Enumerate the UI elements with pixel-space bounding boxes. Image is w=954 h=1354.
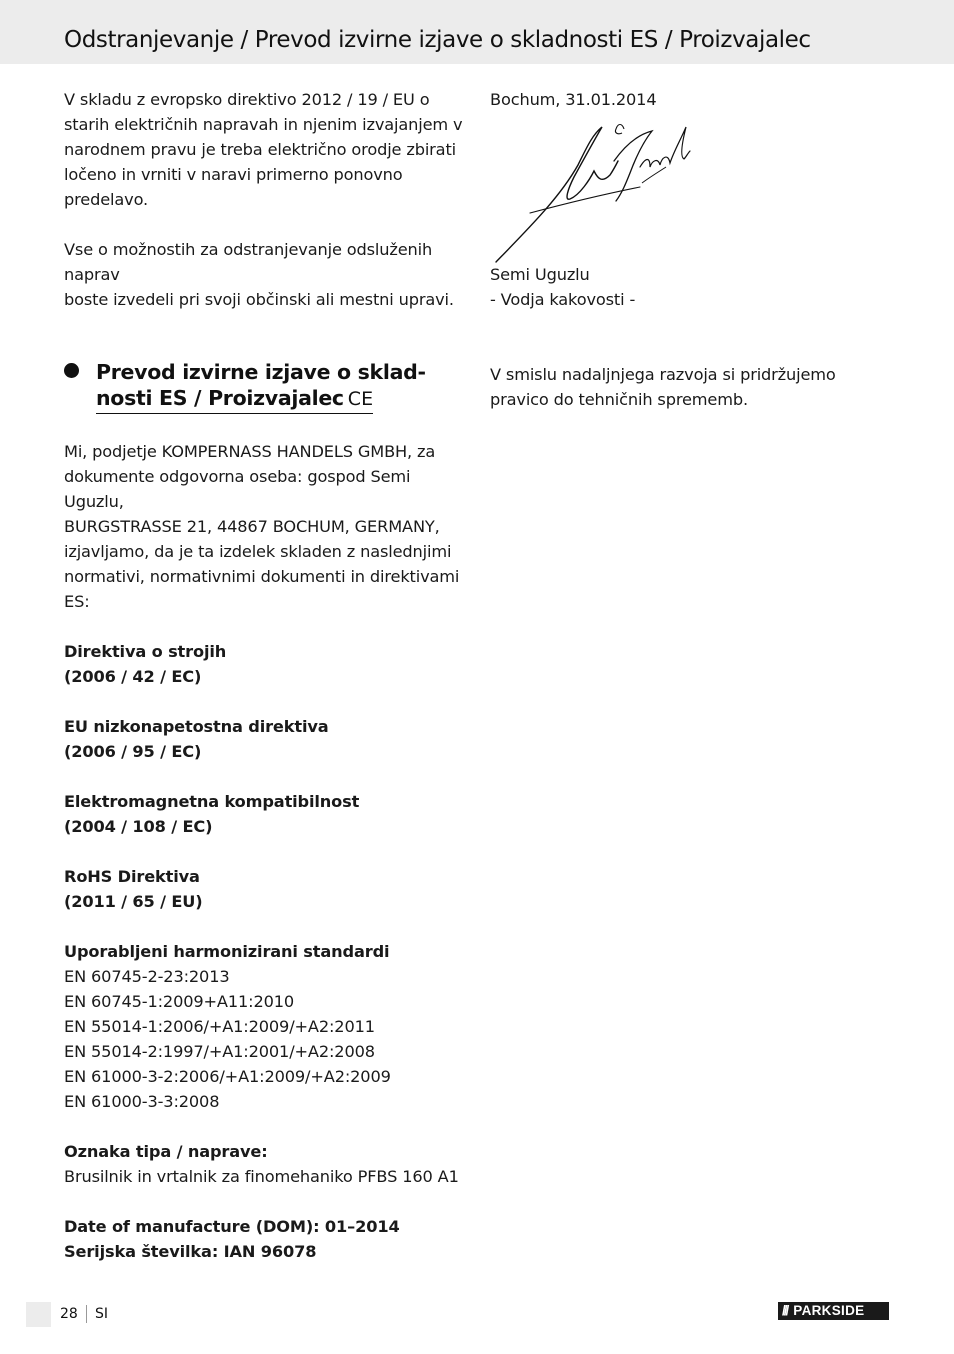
standard-item: EN 60745-1:2009+A11:2010 [64,992,295,1011]
language-code: SI [95,1306,109,1322]
heading-line-2: nosti ES / Proizvajalec [96,386,344,410]
type-title: Oznaka tipa / naprave: [64,1142,268,1161]
footer-divider [86,1305,87,1323]
standards-block [64,939,469,1114]
text-line: izjavljamo, da je ta izdelek skladen z naslednjimi [64,542,452,561]
directive-item [64,639,469,689]
standard-item: EN 55014-2:1997/+A1:2001/+A2:2008 [64,1042,375,1061]
heading-line-1: Prevod izvirne izjave o sklad- [96,360,426,384]
text-line: pravico do tehničnih sprememb. [490,390,748,409]
signer-name: Semi Uguzlu [490,265,590,284]
parkside-logo [778,1302,889,1320]
logo-slashes-icon: /// [782,1303,788,1318]
text-line: normativi, normativnimi dokumenti in direktivami ES: [64,567,460,611]
directive-code: (2011 / 65 / EU) [64,892,203,911]
ce-mark-icon: CE [347,388,374,410]
directive-name: Direktiva o strojih [64,642,227,661]
type-value: Brusilnik in vrtalnik za finomehaniko PFBS 160 A1 [64,1167,459,1186]
standard-item: EN 60745-2-23:2013 [64,967,230,986]
text-line: ločeno in vrniti v naravi primerno ponovno predelavo. [64,165,403,209]
text-line: BURGSTRASSE 21, 44867 BOCHUM, GERMANY, [64,517,440,536]
directive-item [64,789,469,839]
manufacture-block [64,1214,469,1264]
date-of-manufacture: Date of manufacture (DOM): 01–2014 [64,1217,400,1236]
page-number: 28 [60,1306,78,1322]
signer-block [490,262,910,312]
disposal-paragraph-2 [64,237,469,312]
heading-line-2-underlined [96,385,373,414]
text-line: V skladu z evropsko direktivo 2012 / 19 / EU o [64,90,430,109]
signer-role: - Vodja kakovosti - [490,290,636,309]
text-line: Mi, podjetje KOMPERNASS HANDELS GMBH, za [64,442,436,461]
directive-code: (2006 / 42 / EC) [64,667,202,686]
text-line: starih električnih napravah in njenim izvajanjem v [64,115,463,134]
directive-name: EU nizkonapetostna direktiva [64,717,329,736]
left-column [64,87,469,1264]
directive-code: (2004 / 108 / EC) [64,817,213,836]
technical-changes-note [490,362,910,412]
text-line: narodnem pravu je treba električno orodje zbirati [64,140,456,159]
text-line: boste izvedeli pri svoji občinski ali mestni upravi. [64,290,454,309]
declaration-intro [64,439,469,614]
standard-item: EN 55014-1:2006/+A1:2009/+A2:2011 [64,1017,375,1036]
standard-item: EN 61000-3-3:2008 [64,1092,220,1111]
serial-number: Serijska številka: IAN 96078 [64,1242,317,1261]
directive-item [64,864,469,914]
text-line: Vse o možnostih za odstranjevanje odsluženih naprav [64,240,433,284]
bullet-icon [64,363,79,378]
directive-name: Elektromagnetna kompatibilnost [64,792,360,811]
signature-image [490,117,700,267]
text-line: dokumente odgovorna oseba: gospod Semi Uguzlu, [64,467,411,511]
text-line: V smislu nadaljnjega razvoja si pridržujemo [490,365,836,384]
directive-code: (2006 / 95 / EC) [64,742,202,761]
standards-title: Uporabljeni harmonizirani standardi [64,942,390,961]
directive-name: RoHS Direktiva [64,867,200,886]
section-heading [64,359,469,414]
type-block [64,1139,469,1189]
place-date: Bochum, 31.01.2014 [490,90,657,109]
disposal-paragraph-1 [64,87,469,212]
directive-item [64,714,469,764]
brand-name: PARKSIDE [793,1303,865,1318]
right-column [490,87,910,412]
standard-item: EN 61000-3-2:2006/+A1:2009/+A2:2009 [64,1067,391,1086]
page-title: Odstranjevanje / Prevod izvirne izjave o skladnosti ES / Proizvajalec [64,27,811,53]
footer-marker [26,1302,51,1327]
